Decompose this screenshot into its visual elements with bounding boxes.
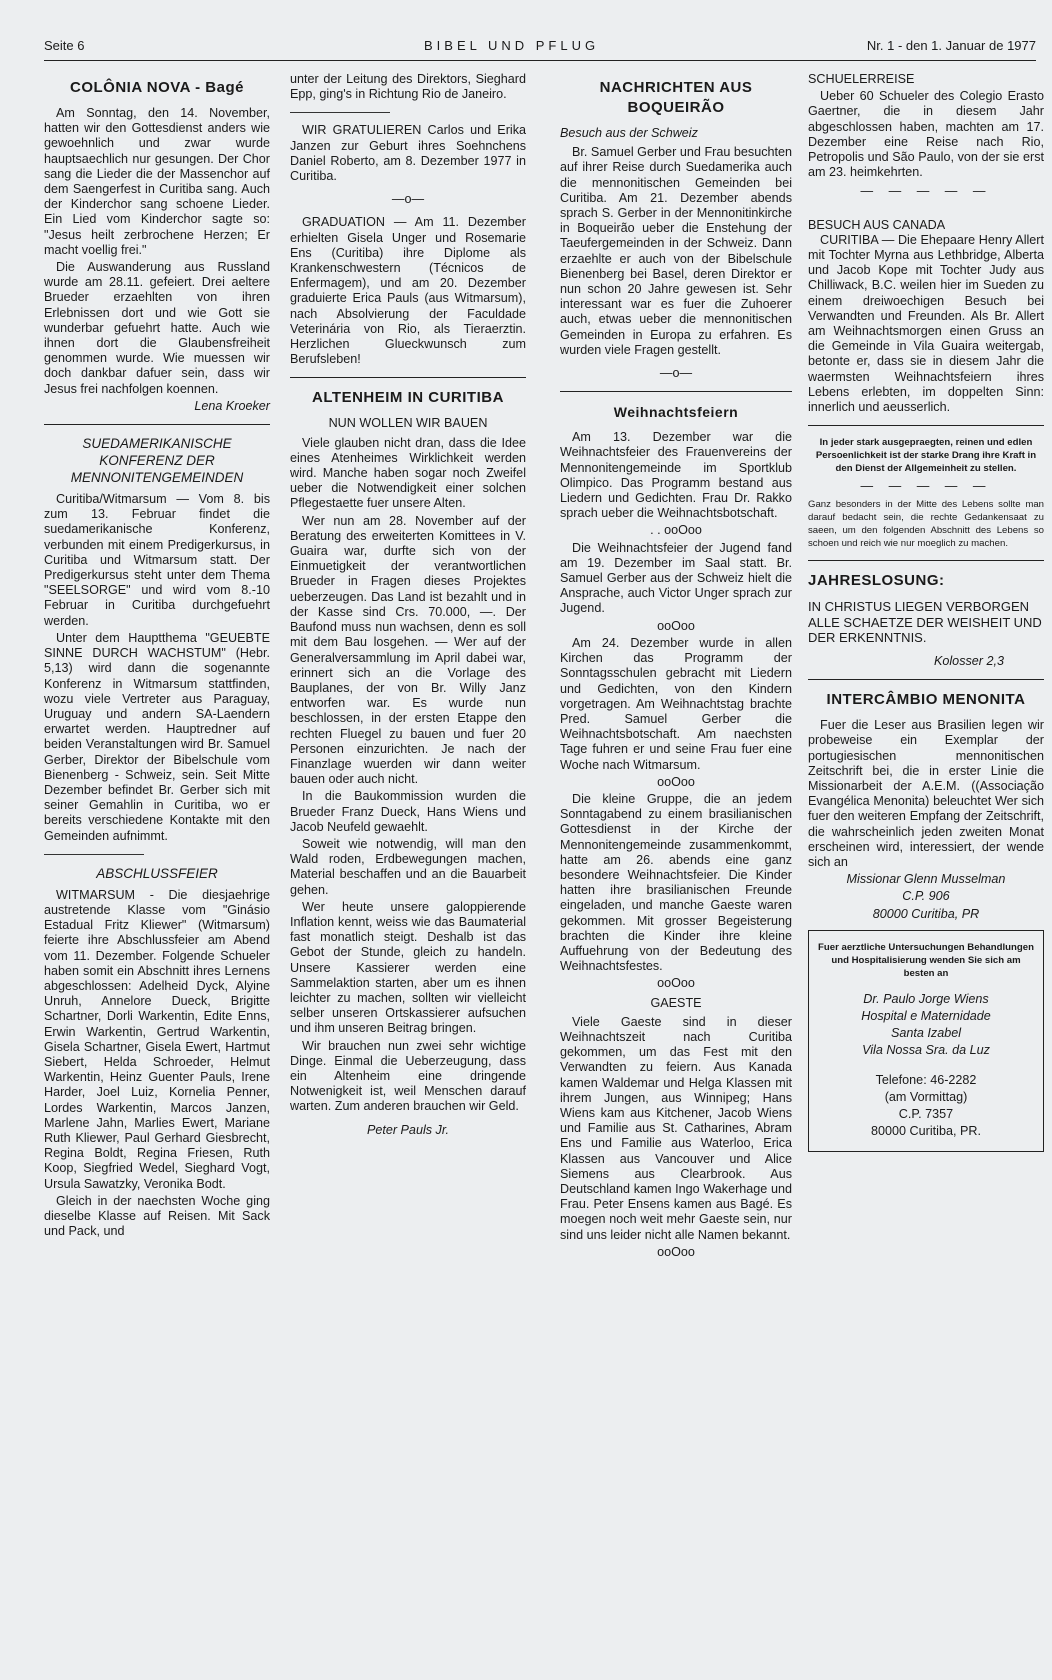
address-line: 80000 Curitiba, PR: [872, 906, 980, 921]
section-title-schuelerreise: SCHUELERREISE: [808, 72, 915, 86]
article-subtitle: Besuch aus der Schweiz: [560, 126, 698, 140]
paragraph: Am 24. Dezember wurde in allen Kirchen das Programm der Sonntagsschulen gebracht mit Liedern und Gedichten, von den Kindern vorgetragen. Am Weihnachtstag brachte Pred. Samuel Gerber die Weihnachtsbotschaft. Am naechsten Tage fuhren er und seine Frau fuer eine Woche nach Witmarsum.: [560, 635, 792, 772]
paragraph: unter der Leitung des Direktors, Sieghard Epp, ging's in Richtung Rio de Janeiro.: [290, 72, 526, 102]
divider: [808, 425, 1044, 426]
hospital-ad-intro: Fuer aerztliche Untersuchungen Behandlungen und Hospitalisierung wenden Sie sich am besten an: [818, 941, 1034, 979]
divider: [808, 679, 1044, 680]
paragraph-gratulieren: WIR GRATULIEREN Carlos und Erika Janzen zur Geburt ihres Soehnchens Daniel Roberto, am 8. Dezember 1977 in Curitiba.: [290, 123, 526, 184]
doctor-name: Dr. Paulo Jorge Wiens: [863, 991, 989, 1006]
article-title-abschlussfeier: ABSCHLUSSFEIER: [96, 865, 218, 881]
divider: [44, 424, 270, 425]
section-title-gaeste: GAESTE: [650, 995, 702, 1010]
divider: [44, 854, 144, 855]
separator: ooOoo: [657, 1244, 695, 1259]
separator: —o—: [659, 366, 693, 381]
postal-box: C.P. 7357: [898, 1107, 954, 1122]
paragraph: Die Weihnachtsfeier der Jugend fand am 19. Dezember im Saal statt. Br. Samuel Gerber aus der Schweiz hielt die Ansprache, auch Victor Unger sprach zur Jugend.: [560, 540, 792, 616]
quote-small: Ganz besonders in der Mitte des Lebens sollte man darauf bedacht sein, die rechte Gedankensaat zu saeen, um den folgenden Abschnitt des Lebens so schoen und reich wie nur moeglich zu machen.: [808, 499, 1044, 550]
annual-motto: IN CHRISTUS LIEGEN VERBORGEN ALLE SCHAETZE DER WEISHEIT UND DER ERKENNTNIS.: [808, 599, 1042, 646]
article-title-boqueirao: NACHRICHTEN AUS BOQUEIRÃO: [599, 79, 753, 116]
paragraph: Fuer die Leser aus Brasilien legen wir probeweise ein Exemplar der portugiesischen mennonitischen Zeitschrift bei, die in erster Linie die Missionarbeit der A.E.M. ((Associação Evangélica Menonita) beleuchtet Wer sich fuer den weiteren Empfang der Zeitschrift, die wahrscheinlich jeden zweiten Monat erscheinen wird, interessiert, der wende sich an: [808, 718, 1044, 869]
separator: . . ooOoo: [650, 523, 702, 538]
newspaper-title: BIBEL UND PFLUG: [424, 38, 600, 53]
divider: [290, 112, 390, 113]
paragraph: Curitiba/Witmarsum — Vom 8. bis zum 13. Februar findet die suedamerikanische Konferenz, verbunden mit einem Predigerkursus, in Curitiba und Witmarsum statt. Der Predigerkursus steht unter dem Thema "SEELSORGE" und wird vom 8.-10 Februar in Curitiba durchgefuehrt werden.: [44, 492, 270, 628]
separator: ooOoo: [657, 774, 695, 789]
telephone: Telefone: 46-2282: [875, 1072, 977, 1087]
hospital-ad: [808, 930, 1044, 1153]
paragraph: Wir brauchen nun zwei sehr wichtige Dinge. Einmal die Ueberzeugung, dass ein Altenheim eine dringende Notwenigkeit ist, weil Menschen darauf warten. Zum anderen brauchen wir Geld.: [290, 1038, 526, 1114]
paragraph: Soweit wie notwendig, will man den Wald roden, Erdbewegungen machen, Material beschaffen und an die Bauarbeit gehen.: [290, 836, 526, 897]
article-title-altenheim: ALTENHEIM IN CURITIBA: [312, 389, 504, 407]
column-3: [560, 72, 792, 1650]
paragraph: Die kleine Gruppe, die an jedem Sonntagabend zu einem brasilianischen Gottesdienst in der Kirche der Mennonitengemeinde zusammenkommt, hatte am 26. abends eine ganz besondere Weihnachtsfeier. Die Kinder hatten ihre brasilianischen Freunde eingeladen, und manche Gaeste waren gekommen. Mit grosser Begeisterung brachten die Kinder ihre kleine Auffuehrung von der Bedeutung des Weihnachtsfestes.: [560, 791, 792, 974]
hospital-name: Santa Izabel: [890, 1026, 962, 1041]
telephone-note: (am Vormittag): [884, 1089, 968, 1104]
address-line: C.P. 906: [902, 889, 950, 904]
city: 80000 Curitiba, PR.: [871, 1124, 981, 1139]
article-title-intercambio: INTERCÂMBIO MENONITA: [826, 691, 1026, 709]
article-title-weihnachtsfeiern: Weihnachtsfeiern: [613, 404, 739, 421]
paragraph: In die Baukommission wurden die Brueder Franz Dueck, Hans Wiens und Jacob Neufeld gewaehlt.: [290, 789, 526, 834]
paragraph: Viele glauben nicht dran, dass die Idee eines Atenheimes Wirklichkeit werden wird. Manche haben sogar noch Zweifel ueber die Notwendigkeit einer solchen Pflegestaette fuer unsere Alten.: [290, 435, 526, 511]
separator: ooOoo: [657, 618, 695, 633]
separator: — — — — —: [860, 184, 992, 199]
paragraph: Br. Samuel Gerber und Frau besuchten auf ihrer Reise durch Suedamerika auch die mennonitischen Gemeinden bei Curitiba. Am 21. Dezember abends sprach S. Gerber in der Mennonitinkirche in Boqueirão ueber die Enstehung der Taeufergemeinden in der Schweiz. Dann erzaehlte er auch von der Bibelschule Bienenberg bei Basel, deren Direktor er nun schon 20 Jahre gewesen ist. Sehr interessant war es fuer die Zuhoerer auch, etwas ueber die mennonitischen Gemeinden in Europa zu erfahren. Es wurden viele Fragen gestellt.: [560, 145, 792, 357]
address-line: Missionar Glenn Musselman: [846, 872, 1006, 887]
section-title-jahreslosung: JAHRESLOSUNG:: [808, 572, 945, 590]
section-title-besuch: BESUCH AUS CANADA: [808, 217, 946, 232]
divider: [560, 391, 792, 392]
article-subtitle: NUN WOLLEN WIR BAUEN: [328, 416, 488, 431]
column-2: [290, 72, 526, 1650]
article-title-konferenz: SUEDAMERIKANISCHE KONFERENZ DER MENNONITENGEMEINDEN: [70, 436, 244, 486]
paragraph: Am 13. Dezember war die Weihnachtsfeier des Frauenvereins der Mennonitengemeinde im Sportklub Olimpico. Das Programm bestand aus Liedern und Gedichten. Frau Dr. Rakko sprach ueber die Weihnachtsbotschaft.: [560, 430, 792, 521]
paragraph: Gleich in der naechsten Woche ging dieselbe Klasse auf Reisen. Mit Sack und Pack, und: [44, 1193, 270, 1239]
paragraph: Die Auswanderung aus Russland wurde am 28.11. gefeiert. Drei aeltere Brueder erzaehlten von ihren Erlebnissen dort und wie Gott sie wunderbar gefuehrt hatte. Auch wie ihnen dort die Glaubensfreiheit genommen wurde. Wie muessen wir doch dankbar dafuer sein, dass wir Jesus frei nachfolgen koennen.: [44, 260, 270, 396]
hospital-name: Hospital e Maternidade: [861, 1009, 991, 1024]
paragraph: Am Sonntag, den 14. November, hatten wir den Gottesdienst anders wie gewoehnlich und zwar wurde hauptsaechlich nur gesungen. Der Chor sang die Lieder die der Massenchor auf dem Saengerfest in Curitiba sang. Auch der Kinderchor sang schoene Lieder. Ein Lied vom Kinderchor sagte so: "Jesus heilt zerbrochene Herzen; Er macht voellig frei.": [44, 106, 270, 257]
divider: [808, 560, 1044, 561]
author-signature: Lena Kroeker: [194, 398, 270, 413]
bible-reference: Kolosser 2,3: [933, 653, 1004, 668]
paragraph: WITMARSUM - Die diesjaehrige austretende Klasse vom "Ginásio Estadual Fritz Kliewer" (Witmarsum) feierte ihre Abschlussfeier am Abend vom 11. Dezember. Folgende Schueler haben somit ein Abschnitt ihres Lernens abgeschlossen: Adelheid Dyck, Alyine Unruh, Annelore Dueck, Brigitte Schartner, Dorli Warkentin, Edite Enns, Erwin Warkentin, Gertrud Warkentin, Gisela Schartner, Gisela Ewert, Hartmut Siebert, Helda Schroeder, Helmut Warkentin, Heinz Guenter Pauls, Irene Harder, Joel Luiz, Kornelia Penner, Lordes Warkentin, Marcos Janzen, Marlene Jahn, Marlies Ewert, Mariane Ruth Kliewer, Paul Gerhard Giesbrecht, Regina Boldt, Regina Friesen, Ruth Koop, Siegfried Wedel, Sieghard Vogt, Ursula Sawatzky, Veronika Bodt.: [44, 887, 270, 1191]
page-header: [44, 30, 1036, 61]
paragraph: Viele Gaeste sind in dieser Weihnachtszeit nach Curitiba gekommen, um das Fest mit den Verwandten zu feiern. Aus Kanada kamen Waldemar und Helga Klassen mit ihrem Jungen, aus Winnipeg; Hans Wiens kam aus Kitchener, Jacob Wiens und Familie aus St. Catharines, Abram Ens und Familie aus Waterloo, Erica Klassen aus Vancouver und Alice Siemens aus Clearbrook. Aus Deutschland kamen Ingo Wakerhage und Frau. Peter Ensens kamen aus Bagé. Es moegen noch weit mehr Gaeste sein, nur sind uns leider nicht alle Namen bekannt.: [560, 1014, 792, 1242]
quote-bold: In jeder stark ausgepraegten, reinen und edlen Persoenlichkeit ist der starke Drang ihre Kraft in den Dienst der Allgemeinheit zu stellen.: [815, 437, 1037, 475]
author-signature: Peter Pauls Jr.: [366, 1122, 450, 1137]
paragraph-graduation: GRADUATION — Am 11. Dezember erhielten Gisela Unger und Rosemarie Ens (Curitiba) ihre Diplome als Krankenschwestern (Técnicos de Enfermagem), und am 20. Dezember graduierte Erica Pauls (aus Witmarsum), nach Absolvierung der Faculdade Veterinária von Rio, als Tieraerztin. Herzlichen Glueckwunsch zum Berufsleben!: [290, 215, 526, 367]
column-1: [44, 72, 270, 1650]
divider: [290, 377, 526, 378]
paragraph: Wer heute unsere galoppierende Inflation kennt, weiss wie das Baumaterial fast monatlich steigt. Deshalb ist das Gebot der Stunde, gleich zu handeln. Unsere Kassierer werden eine Sammelaktion starten, aber um es ihnen leichter zu machen, sollten wir vielleicht selber unseren Ortskassierer aufsuchen und ihm unseren Beitrag bringen.: [290, 899, 526, 1036]
hospital-address: Vila Nossa Sra. da Luz: [862, 1043, 990, 1058]
article-title-colonia-nova: COLÔNIA NOVA - Bagé: [70, 79, 244, 96]
paragraph: Wer nun am 28. November auf der Beratung des erweiterten Komittees in V. Guaira war, durfte sich von der Einmuetigkeit der verantwortlichen Brueder in Fragen dieses Projektes ueberzeugen. Das Land ist bezahlt und in der Kasse sind Crs. 70.000, —. Der Baufond muss nun wachsen, denn es soll mit dem Bau losgehen. — Wer auf der Generalversammlung im April dabei war, erinnert sich an die Vorlage des Bauplanes, der von Br. Willy Janz entworfen war. Es wurde nun beschlossen, in der ersten Etappe den rechten Fluegel zu bauen und fuer 20 Personen einzurichten. Je nach der Finanzlage wuerden wir dann weiter bauen oder auch nicht.: [290, 513, 526, 787]
paragraph: Unter dem Hauptthema "GEUEBTE SINNE DURCH WACHSTUM" (Hebr. 5,13) wird dann die sogenannte Konferenz in Witmarsum stattfinden, wozu viele Vertreter aus Paraguay, Uruguay und andern SA-Laendern erwartet werden. Hauptredner auf beiden Veranstaltungen wird Br. Samuel Gerber, Direktor der Bibelschule vom Bienenberg - Schweiz, sein. Seit Mitte Dezember befindet Br. Gerber sich mit seiner Gemahlin in Curitiba, wo er bereits verschiedene Kontakte mit den Gemeinden aufnimmt.: [44, 630, 270, 843]
separator: ooOoo: [657, 976, 695, 991]
separator: — — — — —: [860, 479, 992, 494]
issue-date: Nr. 1 - den 1. Januar de 1977: [866, 38, 1036, 53]
paragraph: CURITIBA — Die Ehepaare Henry Allert mit Tochter Myrna aus Lethbridge, Alberta und Jacob Kope mit Tochter Judy aus Chilliwack, B.C. weilen hier im Sueden zu einem dreiwoechigen Besuch bei Verwandten und Freunden. Als Br. Allert am Weihnachtsmorgen einen Gruss an die Gemeinde in Vila Guaira weitergab, betonte er, dass sie in diesem Jahr die waermsten Weihnachtsfeiern ihres Lebens erlebten, im doppelten Sinn: innerlich und aeusserlich.: [808, 232, 1044, 415]
column-4: [808, 72, 1044, 1650]
separator: —o—: [391, 192, 425, 207]
paragraph: Ueber 60 Schueler des Colegio Erasto Gaertner, die in diesem Jahr abgeschlossen haben, machten am 17. Dezember eine Reise nach Rio, Petropolis und São Paulo, von der sie erst am 23. heimkehrten.: [808, 89, 1044, 180]
page-number: Seite 6: [44, 38, 85, 53]
